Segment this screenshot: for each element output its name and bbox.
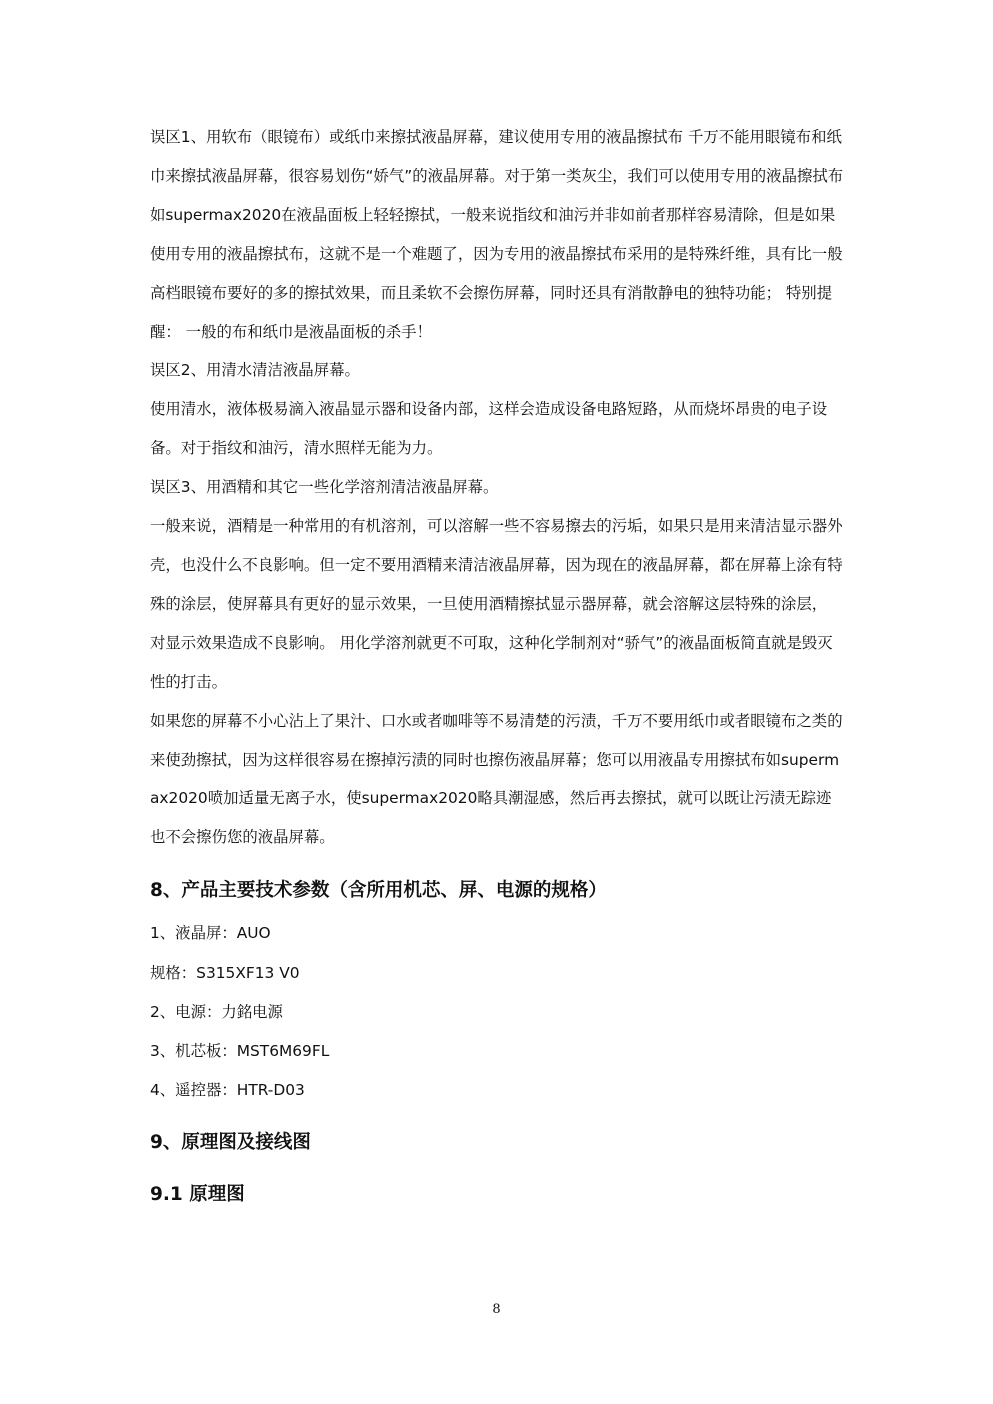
- paragraph-mistake-3-body: 一般来说，酒精是一种常用的有机溶剂，可以溶解一些不容易擦去的污垢，如果只是用来清洁显示器外壳，也没什么不良影响。但一定不要用酒精来清洁液晶屏幕，因为现在的液晶屏幕，都在屏幕上涂有特殊的涂层，使屏幕具有更好的显示效果，一旦使用酒精擦拭显示器屏幕，就会溶解这层特殊的涂层， 对显示效果造成不良影响。 用化学溶剂就更不可取，这种化学制剂对“骄气”的液晶面板简直就是毁灭性的打击。: [150, 517, 843, 691]
- spec-item-remote: 4、遥控器：HTR-D03: [150, 1081, 305, 1100]
- spec-item-lcd: 1、液晶屏：AUO: [150, 924, 271, 943]
- spec-item-power: 2、电源：力銘电源: [150, 1002, 283, 1021]
- page-content: [150, 118, 846, 1207]
- paragraph-mistake-3-title: 误区3、用酒精和其它一些化学溶剂清洁液晶屏幕。: [150, 478, 499, 497]
- spec-item-mainboard: 3、机芯板：MST6M69FL: [150, 1042, 330, 1061]
- paragraph-stain-advice: 如果您的屏幕不小心沾上了果汁、口水或者咖啡等不易清楚的污渍，千万不要用纸巾或者眼镜布之类的来使劲擦拭，因为这样很容易在擦掉污渍的同时也擦伤液晶屏幕；您可以用液晶专用擦拭布如supermax2020喷加适量无离子水，使supermax2020略具潮湿感，然后再去擦拭，就可以既让污渍无踪迹也不会擦伤您的液晶屏幕。: [150, 711, 843, 847]
- paragraph-mistake-2-title: 误区2、用清水清洁液晶屏幕。: [150, 361, 360, 380]
- section-9-1-heading: 9.1 原理图: [150, 1183, 245, 1205]
- section-8-heading: 8、产品主要技术参数（含所用机芯、屏、电源的规格）: [150, 880, 607, 902]
- spec-list: [150, 914, 846, 1110]
- paragraph-mistake-1: 误区1、用软布（眼镜布）或纸巾来擦拭液晶屏幕，建议使用专用的液晶擦拭布 千万不能用眼镜布和纸巾来擦拭液晶屏幕，很容易划伤“娇气”的液晶屏幕。对于第一类灰尘，我们可以使用专用的液晶擦拭布如supermax2020在液晶面板上轻轻擦拭，一般来说指纹和油污并非如前者那样容易清除，但是如果使用专用的液晶擦拭布，这就不是一个难题了，因为专用的液晶擦拭布采用的是特殊纤维，具有比一般高档眼镜布要好的多的擦拭效果，而且柔软不会擦伤屏幕，同时还具有消散静电的独特功能； 特别提醒： 一般的布和纸巾是液晶面板的杀手！: [150, 128, 844, 341]
- spec-item-model: 规格：S315XF13 V0: [150, 963, 300, 982]
- paragraph-mistake-2-body: 使用清水，液体极易滴入液晶显示器和设备内部，这样会造成设备电路短路，从而烧坏昂贵的电子设备。对于指纹和油污，清水照样无能为力。: [150, 400, 828, 458]
- page-number: 8: [492, 1302, 501, 1317]
- section-9-heading: 9、原理图及接线图: [150, 1131, 311, 1153]
